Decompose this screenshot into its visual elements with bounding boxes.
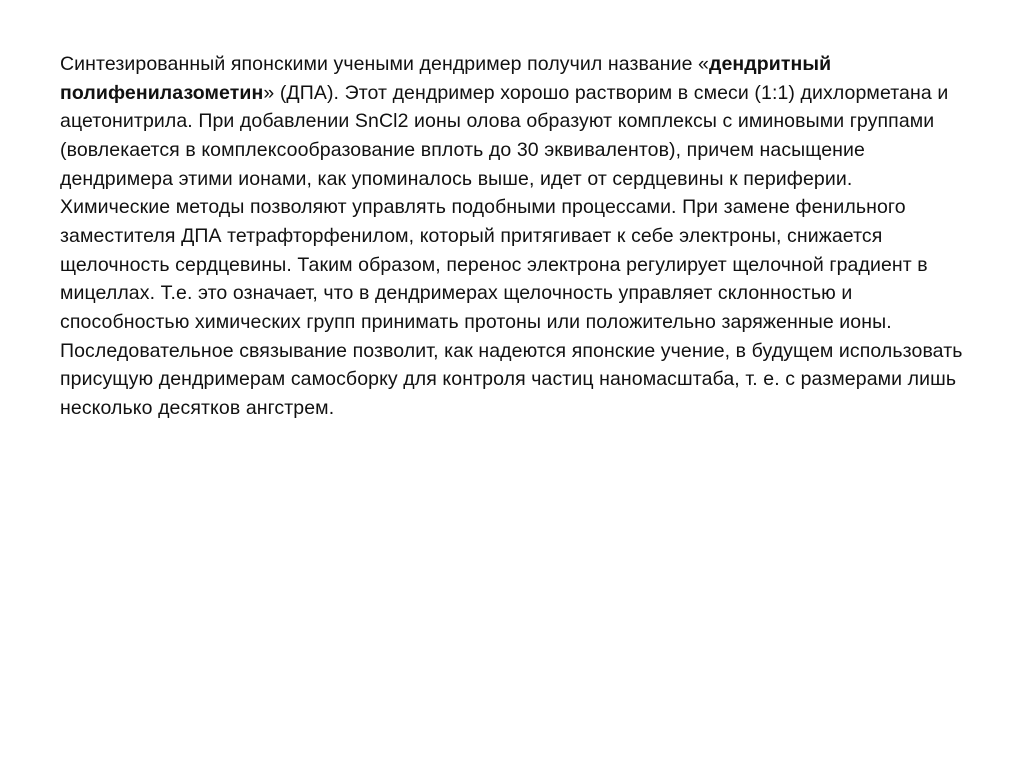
slide-text-body [60,50,968,423]
paragraph-2-run-0: Химические методы позволяют управлять подобными процессами. При замене фенильного заместителя ДПА тетрафторфенилом, который притягивает к себе электроны, снижается щелочность сердцевины. Таким образом, перенос электрона регулирует щелочной градиент в мицеллах. Т.е. это означает, что в дендримерах щелочность управляет склонностью и способностью химических групп принимать протоны или положительно заряженные ионы. [60,196,928,333]
paragraph-3-run-0: Последовательное связывание позволит, как надеются японские учение, в будущем использовать присущую дендримерам самосборку для контроля частиц наномасштаба, т. е. с размерами лишь несколько десятков ангстрем. [60,339,963,419]
paragraph-2 [60,193,968,336]
paragraph-1-run-0: Синтезированный японскими учеными дендример получил название « [60,53,709,75]
paragraph-1-run-1: дендритный полифенилазометин [60,53,832,104]
paragraph-1-run-2: » (ДПА). Этот дендример хорошо растворим в смеси (1:1) дихлорметана и ацетонитрила. При добавлении SnCl2 ионы олова образуют комплексы с иминовыми группами (вовлекается в комплексообразование вплоть до 30 эквивалентов), причем насыщение дендримера этими ионами, как упоминалось выше, идет от сердцевины к периферии. [60,81,949,190]
paragraph-1 [60,50,968,193]
paragraph-3 [60,337,968,423]
